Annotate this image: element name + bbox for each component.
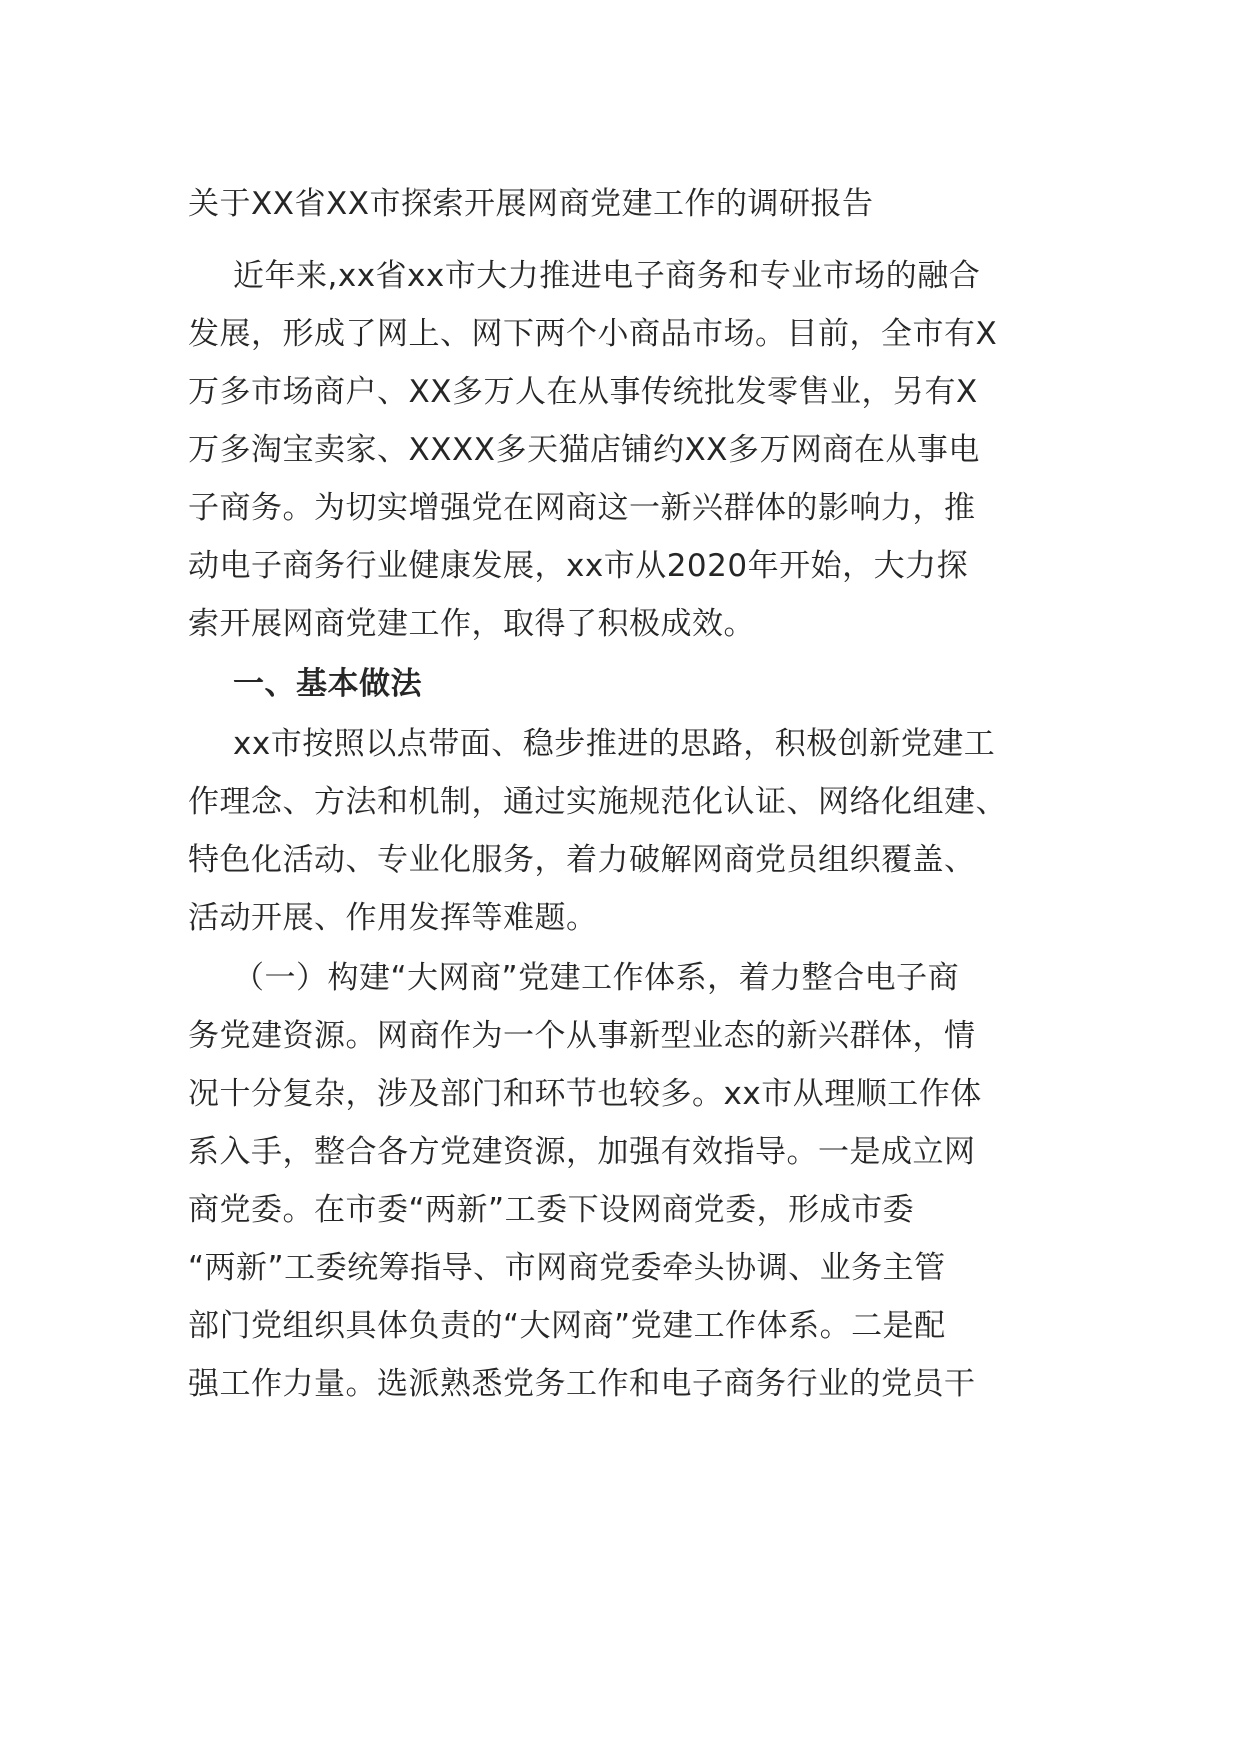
paragraph-line: 况十分复杂，涉及部门和环节也较多。xx市从理顺工作体	[188, 1076, 982, 1112]
paragraph-line: 务党建资源。网商作为一个从事新型业态的新兴群体，情	[188, 1018, 976, 1054]
section-heading: 一、基本做法	[233, 666, 422, 702]
paragraph-line: xx市按照以点带面、稳步推进的思路，积极创新党建工	[233, 726, 996, 762]
paragraph-line: 商党委。在市委“两新”工委下设网商党委，形成市委	[188, 1192, 915, 1228]
paragraph-line: 特色化活动、专业化服务，着力破解网商党员组织覆盖、	[188, 842, 976, 878]
paragraph-line: “两新”工委统筹指导、市网商党委牵头协调、业务主管	[188, 1250, 946, 1286]
paragraph-line: 万多淘宝卖家、XXXX多天猫店铺约XX多万网商在从事电	[188, 432, 980, 468]
paragraph-line: 近年来,xx省xx市大力推进电子商务和专业市场的融合	[233, 258, 981, 294]
paragraph-line: 索开展网商党建工作，取得了积极成效。	[188, 606, 755, 642]
paragraph-line: 强工作力量。选派熟悉党务工作和电子商务行业的党员干	[188, 1366, 976, 1402]
paragraph-line: 作理念、方法和机制，通过实施规范化认证、网络化组建、	[188, 784, 1007, 820]
paragraph-line: 子商务。为切实增强党在网商这一新兴群体的影响力，推	[188, 490, 976, 526]
paragraph-line: 发展，形成了网上、网下两个小商品市场。目前，全市有X	[188, 316, 998, 352]
document-title: 关于XX省XX市探索开展网商党建工作的调研报告	[188, 186, 874, 222]
paragraph-line: 万多市场商户、XX多万人在从事传统批发零售业，另有X	[188, 374, 978, 410]
paragraph-line: 活动开展、作用发挥等难题。	[188, 900, 598, 936]
paragraph-line: （一）构建“大网商”党建工作体系，着力整合电子商	[233, 960, 960, 996]
paragraph-line: 动电子商务行业健康发展，xx市从2020年开始，大力探	[188, 548, 969, 584]
paragraph-line: 系入手，整合各方党建资源，加强有效指导。一是成立网	[188, 1134, 976, 1170]
paragraph-line: 部门党组织具体负责的“大网商”党建工作体系。二是配	[188, 1308, 946, 1344]
